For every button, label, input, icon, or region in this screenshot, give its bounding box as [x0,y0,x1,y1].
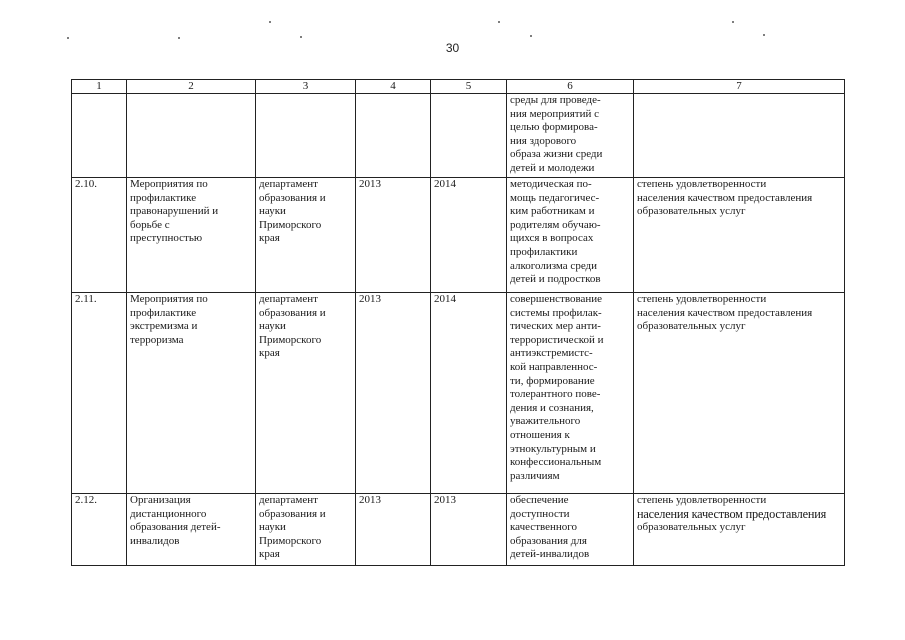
cell-result [507,178,634,293]
result-line: обеспечение [510,494,569,506]
header-col-2: 2 [127,80,256,94]
cell-result [507,94,634,178]
result-line: родителям обучаю- [510,218,601,231]
scan-speck [530,35,532,37]
cell-number: 2.10. [72,178,127,293]
result-line: дения и сознания, [510,401,594,414]
result-line: детей-инвалидов [510,548,590,561]
indicator-line: образовательных услуг [637,521,746,534]
program-activities-table [71,79,845,566]
header-col-6: 6 [507,80,634,94]
result-line: кой направленнос- [510,360,598,373]
result-line: террористической и [510,333,604,346]
executor-line: Приморского [259,534,322,547]
table-row-continuation [72,94,845,178]
cell-executor [256,494,356,566]
result-line: детей и подростков [510,273,601,286]
indicator-line: образовательных услуг [637,320,746,333]
scan-speck [300,36,302,38]
indicator-line: степень удовлетворенности [637,494,767,506]
cell-indicator [634,178,845,293]
table-row [72,494,845,566]
executor-line: образования и [259,507,326,520]
result-line: мощь педагогичес- [510,191,600,204]
executor-line: Приморского [259,333,322,346]
result-line: качественного [510,521,578,534]
result-line: антиэкстремистс- [510,347,593,360]
scan-speck [498,21,500,23]
table-row [72,178,845,293]
result-line: алкоголизма среди [510,259,598,272]
cell-activity [127,494,256,566]
result-line: щихся в вопросах [510,232,594,245]
result-line: ния мероприятий с [510,107,599,120]
cell-indicator [634,494,845,566]
result-line: среды для проведе- [510,94,601,106]
cell-start-year: 2013 [356,293,431,494]
scan-speck [67,37,69,39]
indicator-line: населения качеством предоставления [637,306,813,319]
cell-number: 2.11. [72,293,127,494]
cell-activity [127,178,256,293]
header-col-5: 5 [431,80,507,94]
executor-line: края [259,347,280,360]
header-col-4: 4 [356,80,431,94]
cell-indicator [634,94,845,178]
cell-result [507,494,634,566]
result-line: ния здорового [510,134,577,147]
scan-speck [763,34,765,36]
result-line: конфессиональным [510,456,602,469]
result-line: тических мер анти- [510,320,601,333]
result-line: целью формирова- [510,121,598,134]
result-line: профилактики [510,245,578,258]
result-line: ким работникам и [510,205,595,218]
scan-speck [732,21,734,23]
activity-line: образования детей- [130,521,221,534]
activity-line: профилактике [130,306,197,319]
result-line: различиям [510,469,560,482]
activity-line: Организация [130,494,191,506]
indicator-line: степень удовлетворенности [637,293,767,305]
activity-line: экстремизма и [130,320,198,333]
result-line: уважительного [510,415,581,428]
result-line: этнокультурным и [510,442,596,455]
header-row [72,80,845,94]
scan-speck [178,37,180,39]
result-line: образования для [510,534,587,547]
executor-line: департамент [259,293,318,305]
header-col-7: 7 [634,80,845,94]
result-line: толерантного пове- [510,388,601,401]
executor-line: науки [259,521,286,534]
cell-result [507,293,634,494]
executor-line: края [259,548,280,561]
executor-line: образования и [259,191,326,204]
activity-line: борьбе с [130,218,170,231]
activity-line: Мероприятия по [130,178,208,190]
result-line: отношения к [510,428,570,441]
executor-line: образования и [259,306,326,319]
cell-number [72,94,127,178]
result-line: ти, формирование [510,374,595,387]
cell-executor [256,293,356,494]
indicator-line: степень удовлетворенности [637,178,767,190]
header-col-3: 3 [256,80,356,94]
activity-line: преступностью [130,232,203,245]
result-line: детей и молодежи [510,161,595,174]
executor-line: департамент [259,494,318,506]
indicator-line: населения качеством предоставления [637,191,813,204]
executor-line: департамент [259,178,318,190]
header-col-1: 1 [72,80,127,94]
executor-line: края [259,232,280,245]
executor-line: науки [259,320,286,333]
cell-end-year: 2013 [431,494,507,566]
cell-number: 2.12. [72,494,127,566]
cell-executor [256,178,356,293]
result-line: совершенствование [510,293,603,305]
page-number: 30 [445,41,460,55]
cell-indicator [634,293,845,494]
activity-line: инвалидов [130,534,180,547]
indicator-line: образовательных услуг [637,205,746,218]
table-row [72,293,845,494]
scan-speck [269,21,271,23]
result-line: доступности [510,507,570,520]
cell-start-year: 2013 [356,494,431,566]
result-line: образа жизни среди [510,148,603,161]
executor-line: науки [259,205,286,218]
cell-activity [127,94,256,178]
cell-executor [256,94,356,178]
activity-line: терроризма [130,333,184,346]
indicator-line: населения качеством предоставления [637,506,827,521]
cell-start-year: 2013 [356,178,431,293]
result-line: методическая по- [510,178,592,190]
cell-end-year [431,94,507,178]
cell-activity [127,293,256,494]
activity-line: Мероприятия по [130,293,208,305]
result-line: системы профилак- [510,306,602,319]
activity-line: профилактике [130,191,197,204]
executor-line: Приморского [259,218,322,231]
activity-line: правонарушений и [130,205,219,218]
cell-end-year: 2014 [431,178,507,293]
activity-line: дистанционного [130,507,207,520]
cell-end-year: 2014 [431,293,507,494]
cell-start-year [356,94,431,178]
